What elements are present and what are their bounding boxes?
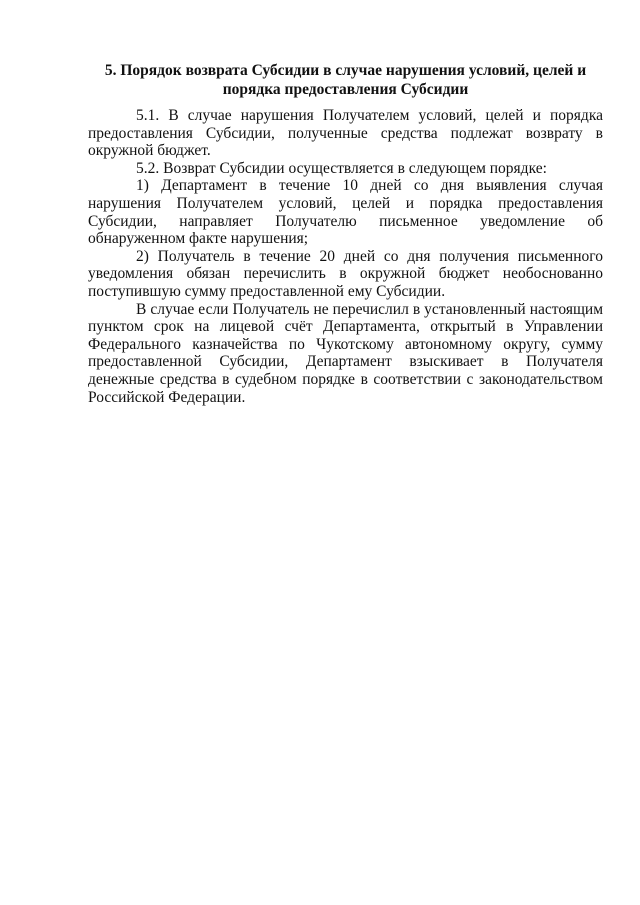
paragraph-5-1: 5.1. В случае нарушения Получателем условий, целей и порядка предоставления Субсидии, полученные средства подлежат возврату в окружной бюджет. bbox=[88, 107, 603, 160]
section-heading-line-1: 5. Порядок возврата Субсидии в случае нарушения условий, целей и bbox=[104, 62, 587, 79]
section-body bbox=[88, 107, 603, 406]
section-heading-line-2: порядка предоставления Субсидии bbox=[222, 81, 469, 98]
paragraph-5-2: 5.2. Возврат Субсидии осуществляется в следующем порядке: bbox=[136, 159, 547, 177]
section-heading bbox=[88, 61, 603, 99]
paragraph-recovery: В случае если Получатель не перечислил в установленный настоящим пунктом срок на лицевой счёт Департамента, открытый в Управлении Федерального казначейства по Чукотскому автономному округу, сумму предоставленной Субсидии, Департамент взыскивает в Получателя денежные средства в судебном порядке в соответствии с законодательством Российской Федерации. bbox=[88, 300, 603, 406]
paragraph-item-1: 1) Департамент в течение 10 дней со дня выявления случая нарушения Получателем условий, целей и порядка предоставления Субсидии, направляет Получателю письменное уведомление об обнаруженном факте нарушения; bbox=[88, 177, 603, 248]
paragraph-item-2: 2) Получатель в течение 20 дней со дня получения письменного уведомления обязан перечислить в окружной бюджет необоснованно поступившую сумму предоставленной ему Субсидии. bbox=[88, 247, 603, 300]
